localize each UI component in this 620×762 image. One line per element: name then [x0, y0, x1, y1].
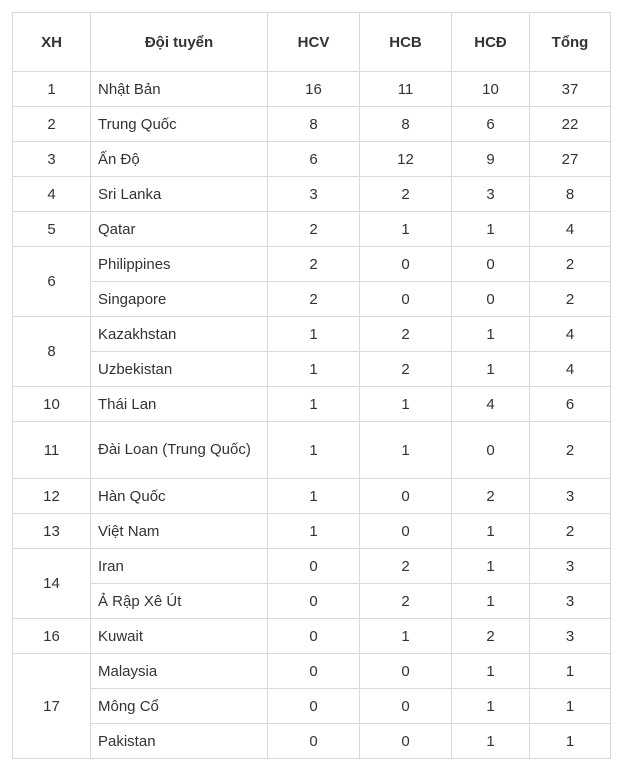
table-row	[13, 387, 611, 422]
team-cell: Singapore	[91, 282, 268, 317]
header-rank: XH	[13, 13, 91, 72]
silver-cell: 0	[360, 724, 452, 759]
bronze-cell: 0	[452, 282, 530, 317]
total-cell: 4	[530, 352, 611, 387]
total-cell: 2	[530, 282, 611, 317]
team-cell: Ả Rập Xê Út	[91, 584, 268, 619]
team-cell: Sri Lanka	[91, 177, 268, 212]
bronze-cell: 2	[452, 619, 530, 654]
table-row	[13, 724, 611, 759]
total-cell: 1	[530, 724, 611, 759]
team-cell: Malaysia	[91, 654, 268, 689]
team-cell: Việt Nam	[91, 514, 268, 549]
silver-cell: 2	[360, 352, 452, 387]
team-cell: Thái Lan	[91, 387, 268, 422]
bronze-cell: 1	[452, 514, 530, 549]
team-cell: Kuwait	[91, 619, 268, 654]
table-row	[13, 352, 611, 387]
rank-cell: 10	[13, 387, 91, 422]
gold-cell: 2	[268, 247, 360, 282]
team-cell: Nhật Bản	[91, 72, 268, 107]
gold-cell: 1	[268, 514, 360, 549]
silver-cell: 0	[360, 479, 452, 514]
gold-cell: 0	[268, 654, 360, 689]
header-bronze: HCĐ	[452, 13, 530, 72]
bronze-cell: 0	[452, 422, 530, 479]
gold-cell: 1	[268, 352, 360, 387]
total-cell: 22	[530, 107, 611, 142]
total-cell: 3	[530, 549, 611, 584]
table-row	[13, 479, 611, 514]
gold-cell: 0	[268, 549, 360, 584]
silver-cell: 2	[360, 317, 452, 352]
team-cell: Trung Quốc	[91, 107, 268, 142]
rank-cell: 8	[13, 317, 91, 387]
table-row	[13, 689, 611, 724]
team-cell: Qatar	[91, 212, 268, 247]
team-cell: Philippines	[91, 247, 268, 282]
total-cell: 4	[530, 317, 611, 352]
header-row	[13, 13, 611, 72]
team-cell: Kazakhstan	[91, 317, 268, 352]
bronze-cell: 2	[452, 479, 530, 514]
gold-cell: 1	[268, 387, 360, 422]
table-row	[13, 142, 611, 177]
total-cell: 3	[530, 619, 611, 654]
silver-cell: 1	[360, 387, 452, 422]
table-row	[13, 514, 611, 549]
team-cell: Mông Cổ	[91, 689, 268, 724]
rank-cell: 4	[13, 177, 91, 212]
bronze-cell: 3	[452, 177, 530, 212]
rank-cell: 16	[13, 619, 91, 654]
team-cell: Đài Loan (Trung Quốc)	[91, 422, 268, 479]
table-row	[13, 422, 611, 479]
gold-cell: 8	[268, 107, 360, 142]
rank-cell: 2	[13, 107, 91, 142]
gold-cell: 0	[268, 619, 360, 654]
rank-cell: 3	[13, 142, 91, 177]
silver-cell: 11	[360, 72, 452, 107]
gold-cell: 1	[268, 479, 360, 514]
total-cell: 1	[530, 689, 611, 724]
gold-cell: 2	[268, 212, 360, 247]
total-cell: 1	[530, 654, 611, 689]
table-row	[13, 212, 611, 247]
silver-cell: 0	[360, 514, 452, 549]
bronze-cell: 6	[452, 107, 530, 142]
total-cell: 2	[530, 422, 611, 479]
table-row	[13, 72, 611, 107]
gold-cell: 3	[268, 177, 360, 212]
header-team: Đội tuyển	[91, 13, 268, 72]
bronze-cell: 10	[452, 72, 530, 107]
gold-cell: 1	[268, 422, 360, 479]
bronze-cell: 1	[452, 724, 530, 759]
bronze-cell: 1	[452, 352, 530, 387]
table-row	[13, 549, 611, 584]
gold-cell: 16	[268, 72, 360, 107]
rank-cell: 12	[13, 479, 91, 514]
silver-cell: 1	[360, 422, 452, 479]
total-cell: 2	[530, 247, 611, 282]
team-cell: Ấn Độ	[91, 142, 268, 177]
silver-cell: 12	[360, 142, 452, 177]
bronze-cell: 1	[452, 317, 530, 352]
gold-cell: 2	[268, 282, 360, 317]
team-cell: Pakistan	[91, 724, 268, 759]
total-cell: 37	[530, 72, 611, 107]
team-cell: Iran	[91, 549, 268, 584]
gold-cell: 0	[268, 689, 360, 724]
total-cell: 6	[530, 387, 611, 422]
gold-cell: 0	[268, 724, 360, 759]
bronze-cell: 4	[452, 387, 530, 422]
bronze-cell: 1	[452, 689, 530, 724]
silver-cell: 1	[360, 212, 452, 247]
gold-cell: 6	[268, 142, 360, 177]
table-row	[13, 619, 611, 654]
silver-cell: 0	[360, 654, 452, 689]
bronze-cell: 1	[452, 212, 530, 247]
rank-cell: 14	[13, 549, 91, 619]
team-cell: Hàn Quốc	[91, 479, 268, 514]
total-cell: 8	[530, 177, 611, 212]
bronze-cell: 0	[452, 247, 530, 282]
header-gold: HCV	[268, 13, 360, 72]
bronze-cell: 1	[452, 654, 530, 689]
rank-cell: 11	[13, 422, 91, 479]
bronze-cell: 1	[452, 549, 530, 584]
rank-cell: 1	[13, 72, 91, 107]
silver-cell: 8	[360, 107, 452, 142]
rank-cell: 17	[13, 654, 91, 759]
silver-cell: 2	[360, 584, 452, 619]
table-row	[13, 317, 611, 352]
table-row	[13, 247, 611, 282]
table-row	[13, 177, 611, 212]
silver-cell: 0	[360, 689, 452, 724]
header-silver: HCB	[360, 13, 452, 72]
table-row	[13, 584, 611, 619]
silver-cell: 2	[360, 549, 452, 584]
silver-cell: 1	[360, 619, 452, 654]
total-cell: 27	[530, 142, 611, 177]
rank-cell: 6	[13, 247, 91, 317]
rank-cell: 5	[13, 212, 91, 247]
total-cell: 2	[530, 514, 611, 549]
total-cell: 3	[530, 479, 611, 514]
table-row	[13, 282, 611, 317]
silver-cell: 0	[360, 282, 452, 317]
table-row	[13, 107, 611, 142]
medal-table	[12, 12, 611, 759]
silver-cell: 0	[360, 247, 452, 282]
total-cell: 3	[530, 584, 611, 619]
silver-cell: 2	[360, 177, 452, 212]
gold-cell: 1	[268, 317, 360, 352]
bronze-cell: 1	[452, 584, 530, 619]
header-total: Tổng	[530, 13, 611, 72]
gold-cell: 0	[268, 584, 360, 619]
total-cell: 4	[530, 212, 611, 247]
bronze-cell: 9	[452, 142, 530, 177]
table-row	[13, 654, 611, 689]
team-cell: Uzbekistan	[91, 352, 268, 387]
rank-cell: 13	[13, 514, 91, 549]
